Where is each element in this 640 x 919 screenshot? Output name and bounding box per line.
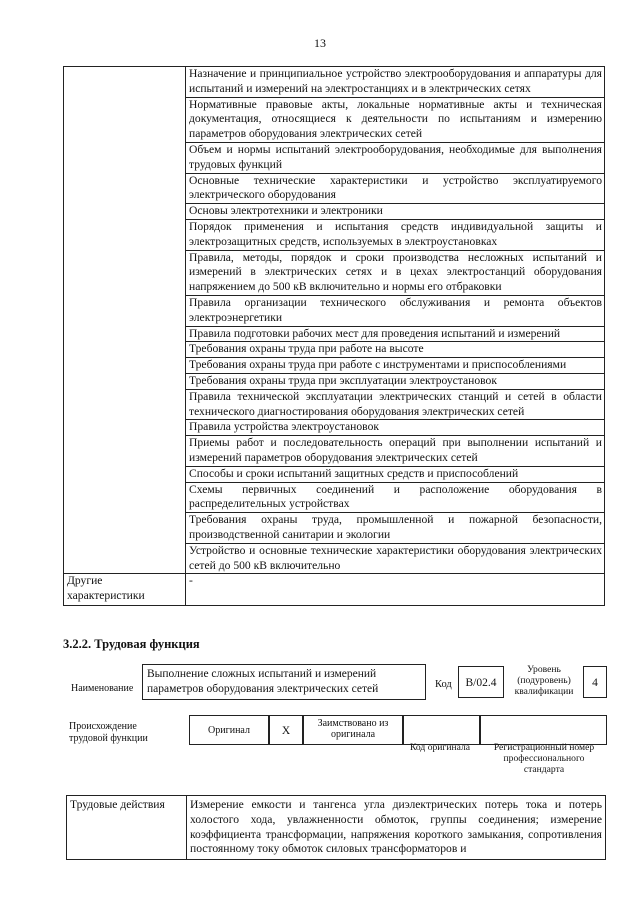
labor-actions-label: Трудовые действия — [67, 796, 187, 860]
level-label: Уровень (подуровень) квалификации — [514, 664, 574, 697]
knowledge-item: Основы электротехники и электроники — [186, 204, 605, 220]
table-row — [67, 796, 606, 860]
knowledge-item: Нормативные правовые акты, локальные нормативные акты и техническая документация, относящиеся к деятельности по испытаниям и измерению параметров оборудования электрических сетей — [186, 97, 605, 142]
borrowed-cell: Заимствовано из оригинала — [303, 715, 403, 745]
level-value-box: 4 — [583, 666, 607, 698]
knowledge-item: Требования охраны труда при эксплуатации электроустановок — [186, 373, 605, 389]
knowledge-table — [63, 66, 605, 606]
code-label: Код — [435, 679, 452, 690]
origin-label: Происхождение трудовой функции — [69, 721, 148, 744]
labor-actions-text: Измерение емкости и тангенса угла диэлектрических потерь тока и потерь холостого хода, увлажненности обмоток, группы соединения; измерение коэффициента трансформации, напряжения короткого замыкания, сопротивления постоянному току обмоток силовых трансформаторов и — [187, 796, 606, 860]
knowledge-item: Порядок применения и испытания средств индивидуальной защиты и электрозащитных средств, используемых в электроустановках — [186, 219, 605, 250]
other-characteristics-label: Другие характеристики — [64, 574, 186, 606]
knowledge-item: Правила технической эксплуатации электрических станций и сетей в области технического диагностирования оборудования электрических сетей — [186, 389, 605, 420]
code-original-cell — [403, 715, 480, 745]
reg-number-caption: Регистрационный номер профессионального стандарта — [493, 742, 595, 775]
knowledge-item: Основные технические характеристики и устройство эксплуатируемого электрического оборудования — [186, 173, 605, 204]
function-name-box: Выполнение сложных испытаний и измерений параметров оборудования электрических сетей — [142, 664, 426, 700]
page-number: 13 — [314, 36, 326, 50]
knowledge-item: Назначение и принципиальное устройство электрооборудования и аппаратуры для испытаний и измерений на электростанциях и в электрических сетях — [186, 67, 605, 98]
code-original-caption: Код оригинала — [409, 742, 471, 753]
table-row — [64, 574, 605, 606]
empty-cell — [64, 67, 186, 574]
table-row — [64, 67, 605, 98]
knowledge-item: Схемы первичных соединений и расположение оборудования в распределительных устройствах — [186, 482, 605, 513]
knowledge-item: Объем и нормы испытаний электрооборудования, необходимые для выполнения трудовых функций — [186, 142, 605, 173]
knowledge-item: Требования охраны труда, промышленной и пожарной безопасности, производственной санитарии и экологии — [186, 513, 605, 544]
knowledge-item: Требования охраны труда при работе с инструментами и приспособлениями — [186, 358, 605, 374]
other-characteristics-value: - — [186, 574, 605, 606]
reg-number-cell — [480, 715, 607, 745]
actions-table — [66, 795, 606, 860]
knowledge-item: Приемы работ и последовательность операций при выполнении испытаний и измерений параметров оборудования электрических сетей — [186, 436, 605, 467]
knowledge-item: Способы и сроки испытаний защитных средств и приспособлений — [186, 466, 605, 482]
original-cell: Оригинал — [189, 715, 269, 745]
knowledge-item: Требования охраны труда при работе на высоте — [186, 342, 605, 358]
name-label: Наименование — [71, 683, 134, 694]
section-title: 3.2.2. Трудовая функция — [63, 637, 200, 651]
code-value-box: B/02.4 — [458, 666, 504, 698]
knowledge-item: Правила подготовки рабочих мест для проведения испытаний и измерений — [186, 326, 605, 342]
knowledge-item: Правила устройства электроустановок — [186, 420, 605, 436]
knowledge-item: Правила, методы, порядок и сроки производства несложных испытаний и измерений в электрических сетях и в цехах электростанций оборудования напряжением до 500 кВ включительно и нормы его отбраковки — [186, 250, 605, 295]
original-mark-cell: X — [269, 715, 303, 745]
knowledge-item: Правила организации технического обслуживания и ремонта объектов электроэнергетики — [186, 295, 605, 326]
knowledge-item: Устройство и основные технические характеристики оборудования электрических сетей до 500 кВ включительно — [186, 543, 605, 574]
